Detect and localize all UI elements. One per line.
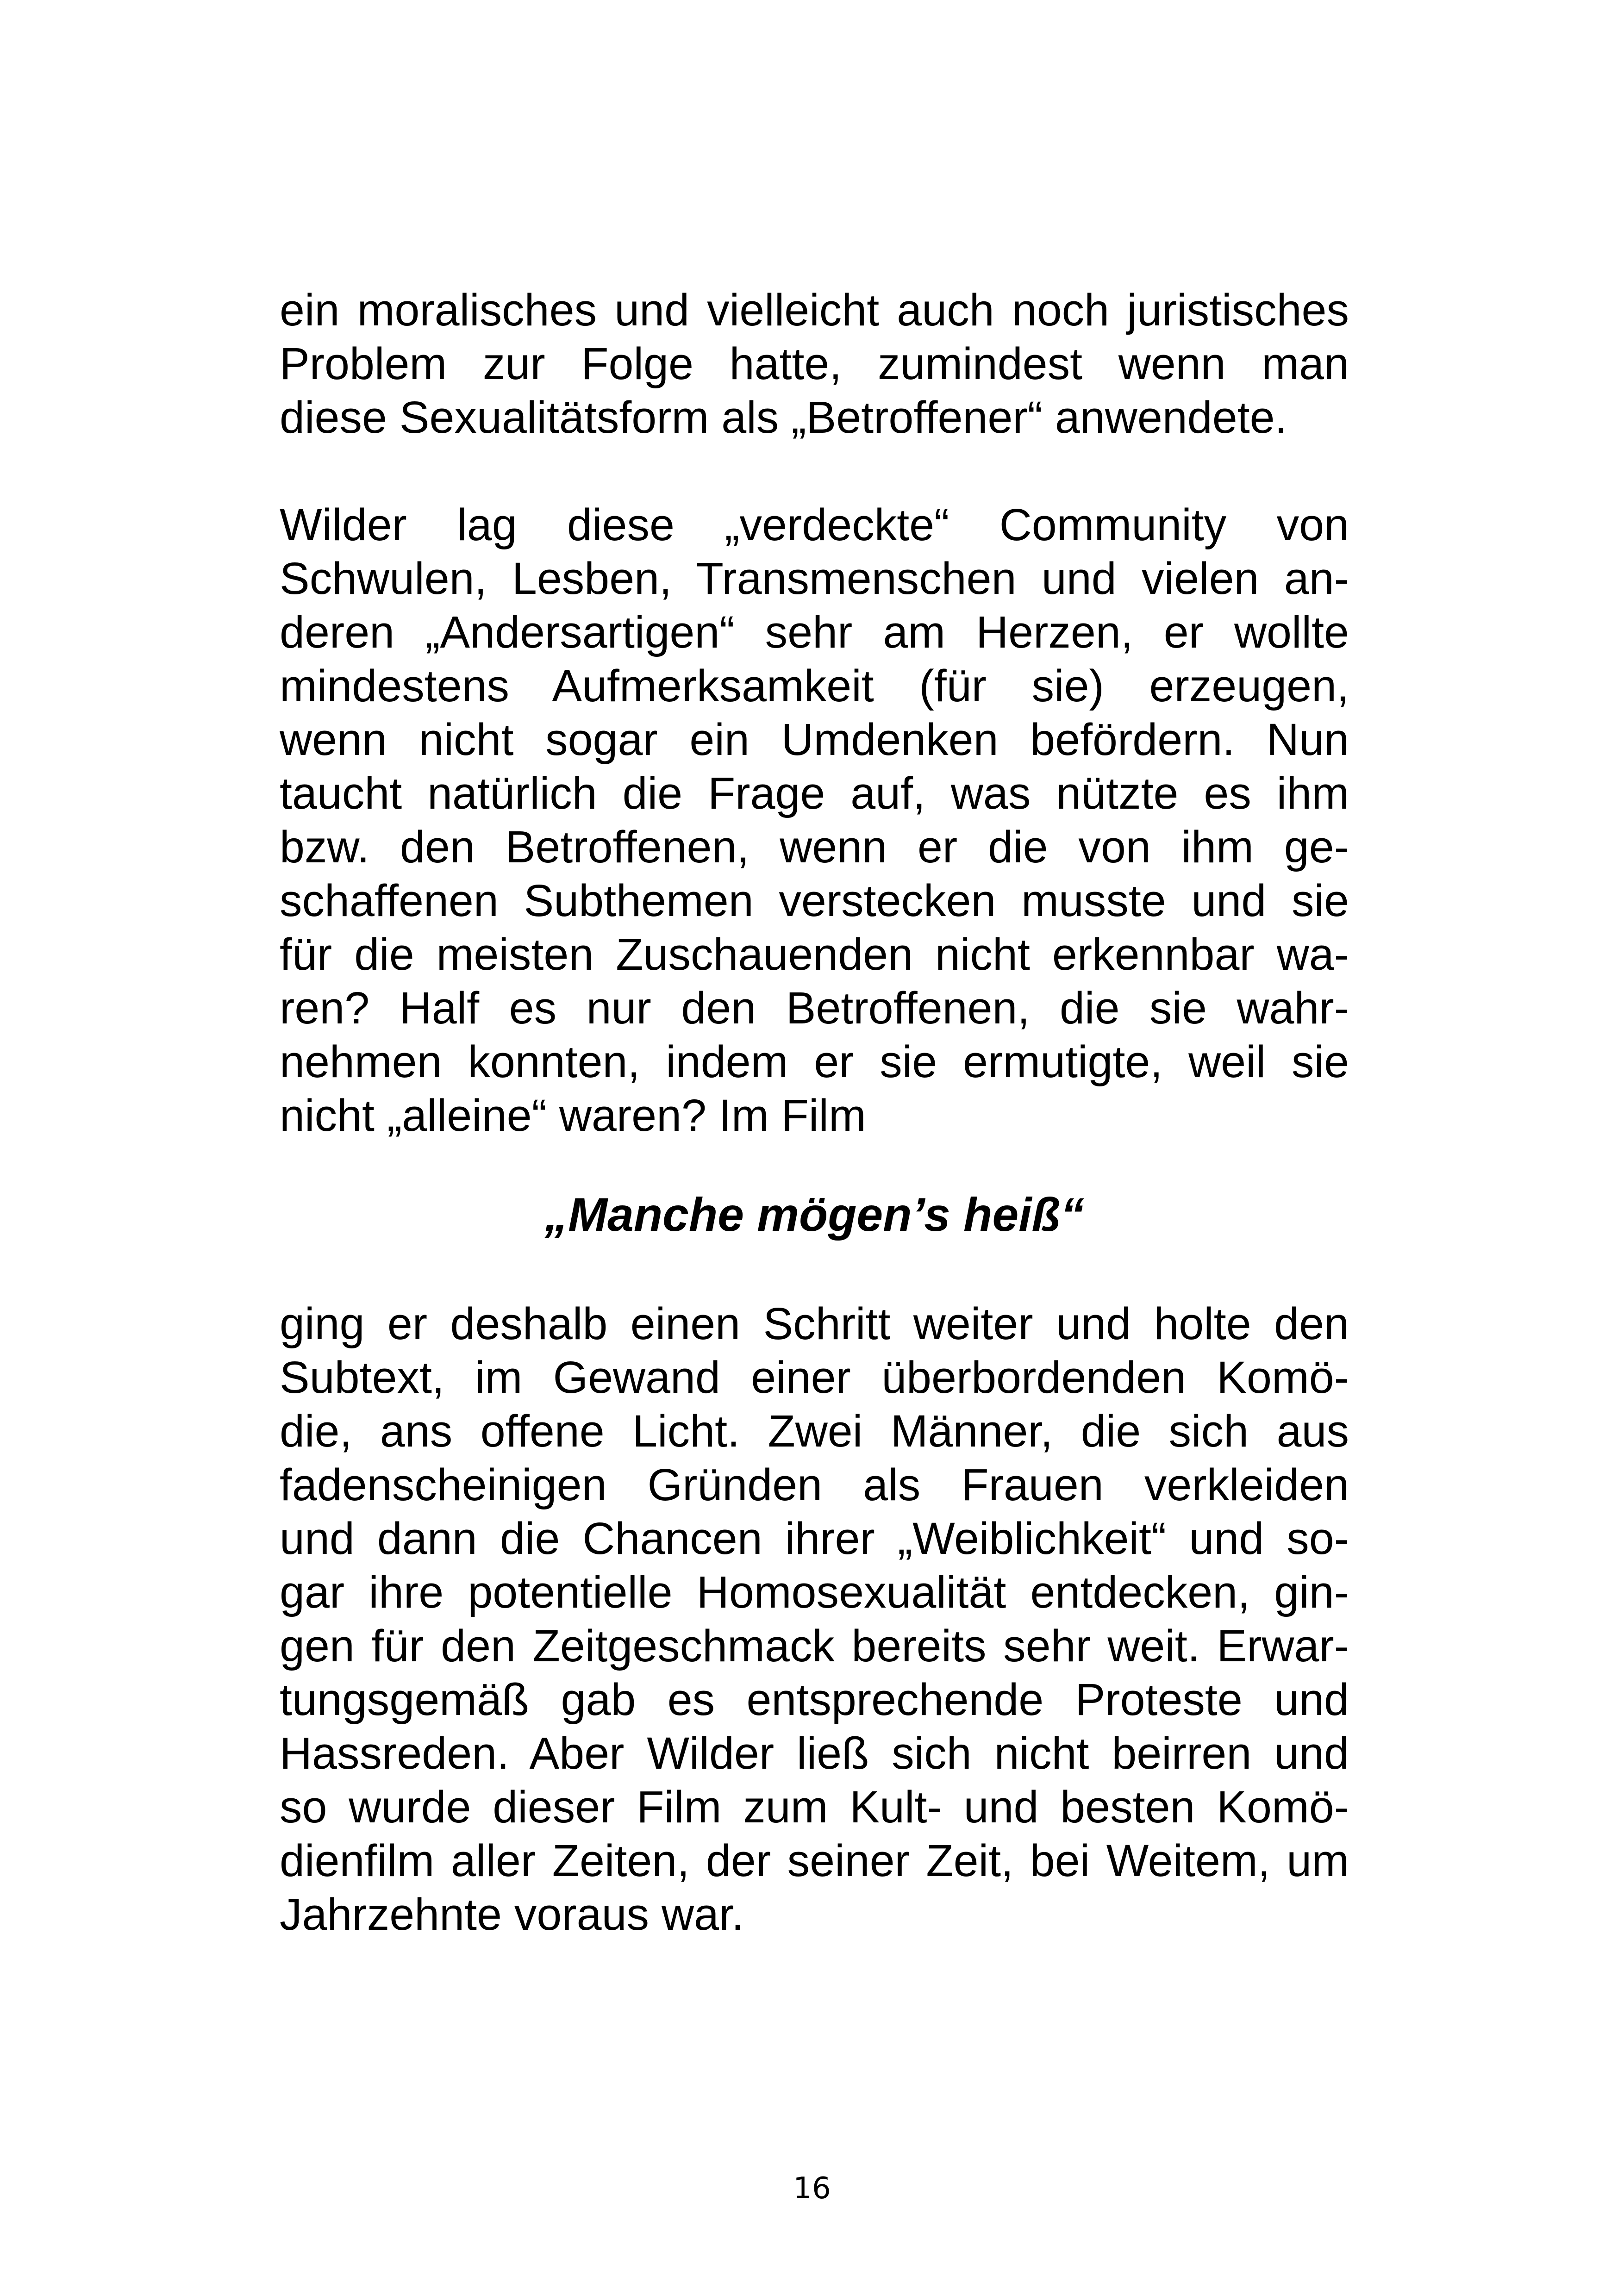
text-line: Jahrzehnte voraus war. [280,1889,744,1940]
text-line: für die meisten Zuschauenden nicht erkennbar wa- [280,929,1349,979]
text-line: gen für den Zeitgeschmack bereits sehr weit. Erwar- [280,1621,1349,1671]
paragraph-3 [280,1297,1349,1941]
text-line: fadenscheinigen Gründen als Frauen verkleiden [280,1459,1349,1510]
text-line: diese Sexualitätsform als „Betroffener“ anwendete. [280,392,1287,443]
text-line: ren? Half es nur den Betroffenen, die sie wahr- [280,983,1349,1033]
text-line: Schwulen, Lesben, Transmenschen und vielen an- [280,553,1349,604]
text-line: Wilder lag diese „verdeckte“ Community von [280,499,1349,550]
text-line: so wurde dieser Film zum Kult- und besten Komö- [280,1782,1349,1832]
text-line: Hassreden. Aber Wilder ließ sich nicht beirren und [280,1728,1349,1778]
text-line: Subtext, im Gewand einer überbordenden Komö- [280,1352,1349,1403]
text-line: dienfilm aller Zeiten, der seiner Zeit, bei Weitem, um [280,1835,1349,1886]
film-title: „Manche mögen’s heiß“ [544,1188,1084,1241]
text-line: ein moralisches und vielleicht auch noch juristisches [280,285,1349,335]
text-line: schaffenen Subthemen verstecken musste und sie [280,875,1349,926]
paragraph-2 [280,498,1349,1142]
paragraph-1 [280,283,1349,444]
text-line: bzw. den Betroffenen, wenn er die von ihm ge- [280,822,1349,872]
text-line: deren „Andersartigen“ sehr am Herzen, er wollte [280,607,1349,657]
page-number: 16 [793,2171,831,2206]
text-line: und dann die Chancen ihrer „Weiblichkeit“ und so- [280,1513,1349,1564]
text-line: wenn nicht sogar ein Umdenken befördern. Nun [280,714,1349,765]
text-line: Problem zur Folge hatte, zumindest wenn man [280,338,1349,389]
text-line: taucht natürlich die Frage auf, was nützte es ihm [280,768,1349,818]
text-line: nicht „alleine“ waren? Im Film [280,1090,866,1141]
text-line: die, ans offene Licht. Zwei Männer, die sich aus [280,1406,1349,1456]
text-line: mindestens Aufmerksamkeit (für sie) erzeugen, [280,661,1349,711]
text-line: gar ihre potentielle Homosexualität entdecken, gin- [280,1567,1349,1617]
text-line: ging er deshalb einen Schritt weiter und holte den [280,1298,1349,1349]
text-line: nehmen konnten, indem er sie ermutigte, weil sie [280,1036,1349,1087]
text-line: tungsgemäß gab es entsprechende Proteste und [280,1674,1349,1725]
